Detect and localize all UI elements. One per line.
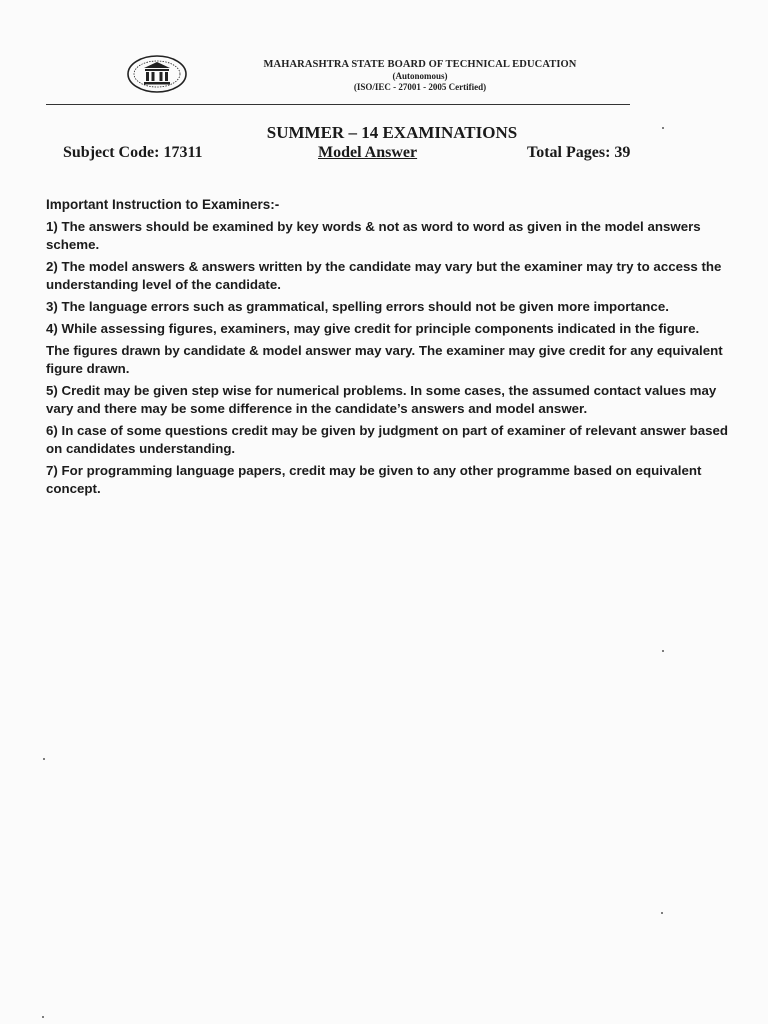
instruction-item: 5) Credit may be given step wise for numerical problems. In some cases, the assumed contact values may vary and there may be some difference in the candidate’s answers and model answer. — [46, 383, 717, 416]
scan-speck — [42, 1016, 44, 1018]
total-pages: Total Pages: 39 — [527, 144, 631, 161]
board-name: MAHARASHTRA STATE BOARD OF TECHNICAL EDUCATION — [263, 59, 577, 70]
scan-speck — [43, 758, 45, 760]
instruction-item: 1) The answers should be examined by key words & not as word to word as given in the model answers scheme. — [46, 219, 701, 252]
instruction-item: 4) While assessing figures, examiners, may give credit for principle components indicated in the figure. — [46, 321, 700, 336]
instruction-item: 3) The language errors such as grammatical, spelling errors should not be given more importance. — [46, 299, 669, 314]
instructions-heading: Important Instruction to Examiners:- — [46, 197, 280, 212]
exam-title: SUMMER – 14 EXAMINATIONS — [266, 123, 518, 142]
autonomous-label: (Autonomous) — [392, 71, 448, 81]
scan-speck — [661, 912, 663, 914]
instruction-item: 2) The model answers & answers written by the candidate may vary but the examiner may try to access the understanding level of the candidate. — [46, 259, 722, 292]
instruction-item: 7) For programming language papers, credit may be given to any other programme based on equivalent concept. — [46, 463, 702, 496]
header-divider — [46, 104, 630, 105]
certification-label: (ISO/IEC - 27001 - 2005 Certified) — [353, 82, 487, 92]
instruction-item: 6) In case of some questions credit may be given by judgment on part of examiner of relevant answer based on candidates understanding. — [46, 423, 729, 456]
scan-speck — [662, 650, 664, 652]
board-letterhead — [220, 58, 620, 93]
msbte-emblem-icon — [126, 54, 188, 94]
model-answer-label: Model Answer — [318, 144, 418, 161]
subject-code: Subject Code: 17311 — [63, 144, 203, 161]
examiner-instructions — [46, 196, 746, 502]
scan-speck — [662, 127, 664, 129]
instruction-item: The figures drawn by candidate & model answer may vary. The examiner may give credit for any equivalent figure drawn. — [46, 343, 723, 376]
